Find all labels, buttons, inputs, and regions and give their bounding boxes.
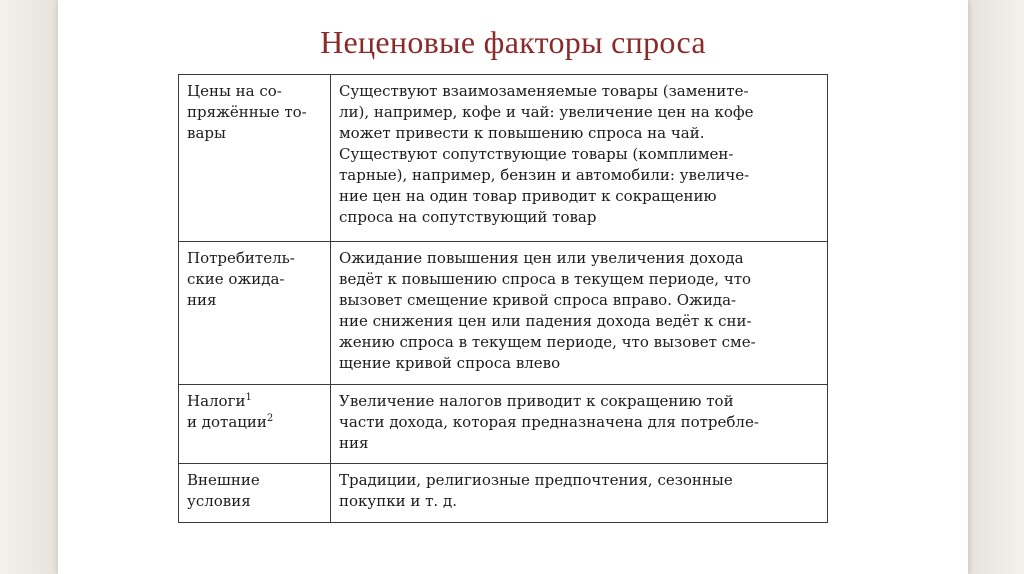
description-text: может привести к повышению спроса на чай. <box>339 124 705 142</box>
description-text: спроса на сопутствующий товар <box>339 208 597 226</box>
description-cell-related-goods <box>331 75 828 242</box>
description-cell-external-conditions <box>331 464 828 523</box>
factor-cell-taxes-subsidies <box>179 385 331 464</box>
factor-text <box>187 412 322 433</box>
factor-text: Потребитель- <box>187 249 295 267</box>
background-left-margin <box>0 0 58 574</box>
table-row <box>179 385 828 464</box>
description-text: жению спроса в текущем периоде, что вызовет сме- <box>339 333 756 351</box>
description-text: покупки и т. д. <box>339 492 457 510</box>
description-text: ние цен на один товар приводит к сокращению <box>339 187 717 205</box>
description-text: вызовет смещение кривой спроса вправо. Ожида- <box>339 291 737 309</box>
factors-table <box>178 74 828 523</box>
description-text: щение кривой спроса влево <box>339 354 561 372</box>
factor-text: условия <box>187 492 251 510</box>
description-text: тарные), например, бензин и автомобили: увеличе- <box>339 166 750 184</box>
description-text: части дохода, которая предназначена для потребле- <box>339 413 759 431</box>
description-cell-consumer-expectations <box>331 242 828 385</box>
description-text: Традиции, религиозные предпочтения, сезонные <box>339 471 733 489</box>
factor-cell-consumer-expectations <box>179 242 331 385</box>
table-row <box>179 75 828 242</box>
factor-text: ские ожида- <box>187 270 285 288</box>
description-text: ние снижения цен или падения дохода ведёт к сни- <box>339 312 752 330</box>
table-row <box>179 464 828 523</box>
factor-text: пряжённые то- <box>187 103 307 121</box>
factor-text: Цены на со- <box>187 82 282 100</box>
factor-text-taxes: Налоги <box>187 392 246 410</box>
factor-text: ния <box>187 291 217 309</box>
factor-text <box>187 391 322 412</box>
factor-text: вары <box>187 124 226 142</box>
description-text: ния <box>339 434 369 452</box>
description-text: Увеличение налогов приводит к сокращению той <box>339 392 734 410</box>
description-text: Ожидание повышения цен или увеличения дохода <box>339 249 744 267</box>
factor-text: Внешние <box>187 471 260 489</box>
footnote-marker: 2 <box>266 413 274 424</box>
background-right-margin <box>968 0 1024 574</box>
description-text: ведёт к повышению спроса в текущем периоде, что <box>339 270 752 288</box>
description-text: Существуют сопутствующие товары (комплимен- <box>339 145 734 163</box>
description-text: Существуют взаимозаменяемые товары (замените- <box>339 82 749 100</box>
factor-cell-related-goods <box>179 75 331 242</box>
table-row <box>179 242 828 385</box>
factor-cell-external-conditions <box>179 464 331 523</box>
description-text: ли), например, кофе и чай: увеличение цен на кофе <box>339 103 754 121</box>
footnote-marker: 1 <box>245 392 252 403</box>
description-cell-taxes-subsidies <box>331 385 828 464</box>
slide <box>58 0 968 574</box>
slide-title: Неценовые факторы спроса <box>320 24 706 60</box>
factor-text-subsidies: и дотации <box>187 413 267 431</box>
